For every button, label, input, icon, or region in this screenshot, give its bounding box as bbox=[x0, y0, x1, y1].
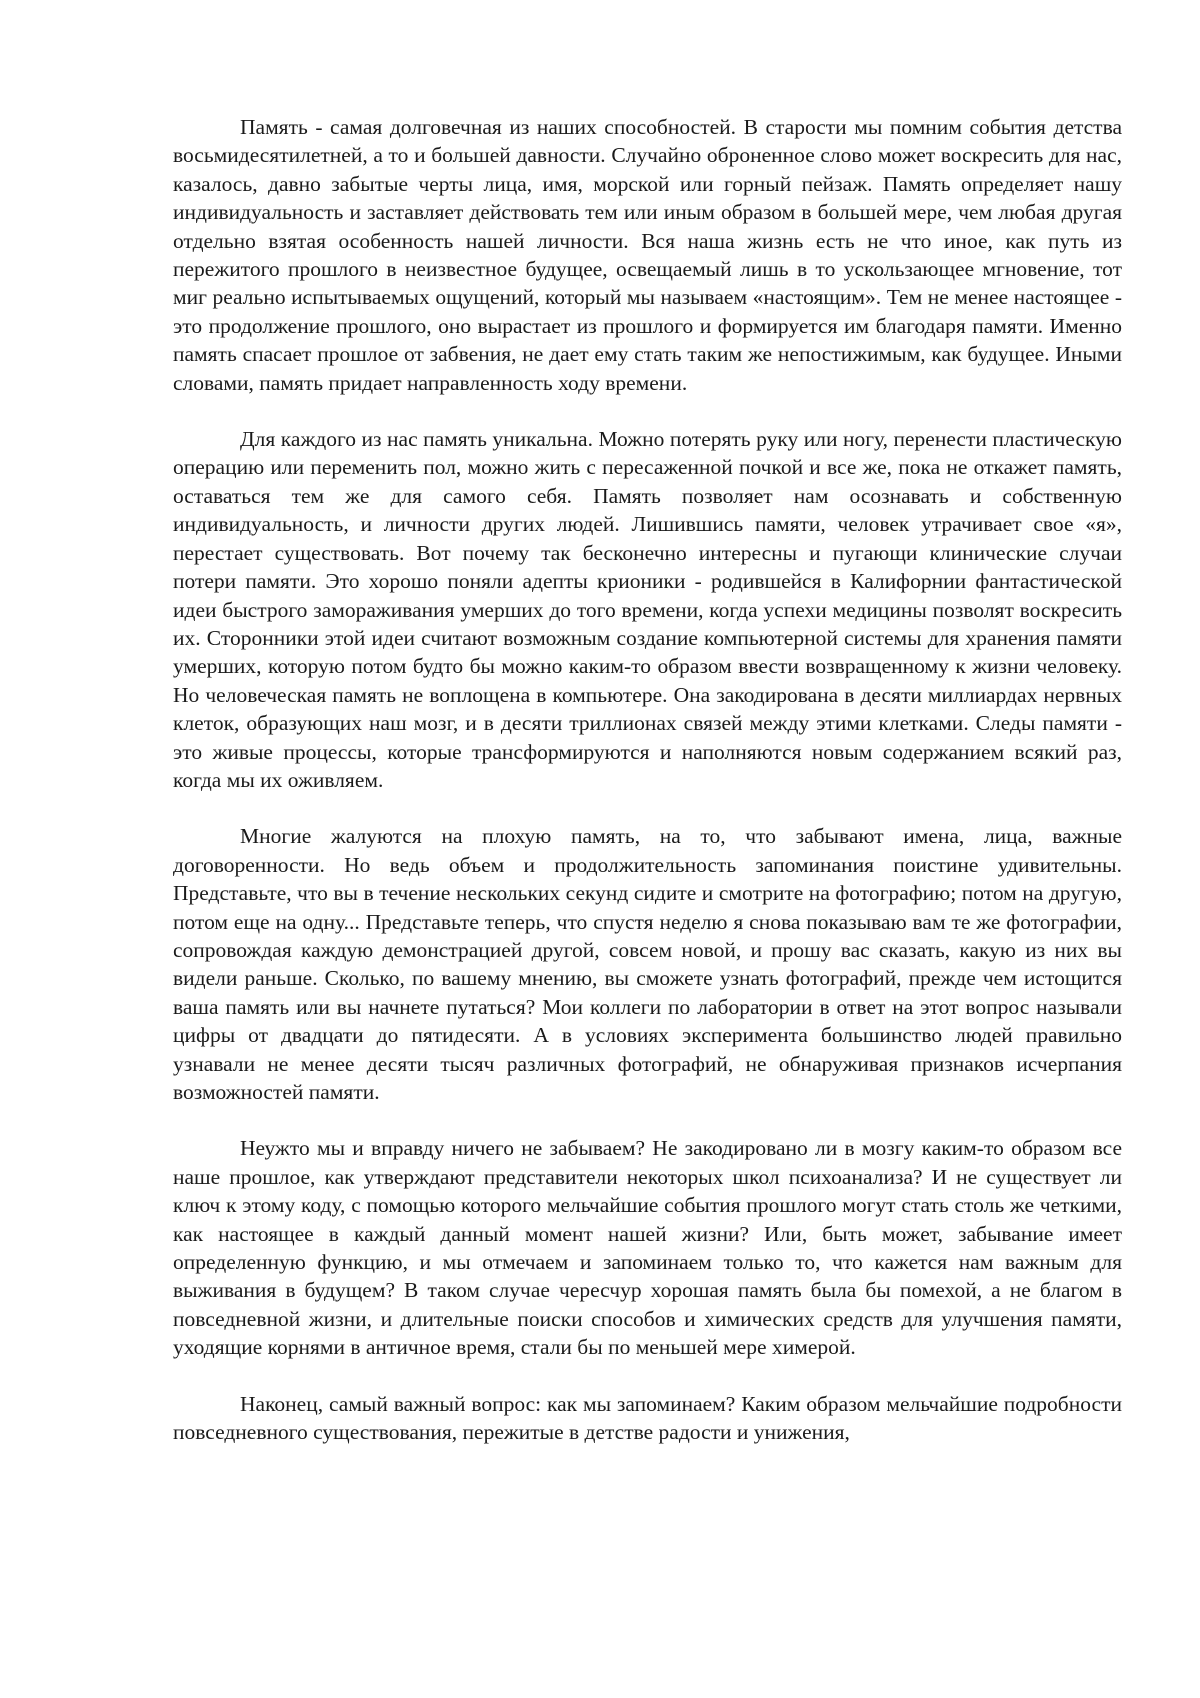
paragraph-memory-capacity: Многие жалуются на плохую память, на то, что забывают имена, лица, важные договоренности. Но ведь объем и продолжительность запоминания поистине удивительны. Представьте, что вы в течение нескольких секунд сидите и смотрите на фотографию; потом на другую, потом еще на одну... Представьте теперь, что спустя неделю я снова показываю вам те же фотографии, сопровождая каждую демонстрацией другой, совсем новой, и прошу вас сказать, какую из них вы видели раньше. Сколько, по вашему мнению, вы сможете узнать фотографий, прежде чем истощится ваша память или вы начнете путаться? Мои коллеги по лаборатории в ответ на этот вопрос называли цифры от двадцати до пятидесяти. А в условиях эксперимента большинство людей правильно узнавали не менее десяти тысяч различных фотографий, не обнаруживая признаков исчерпания возможностей памяти. bbox=[173, 824, 1122, 1104]
paragraph-memory-durability: Память - самая долговечная из наших способностей. В старости мы помним события детства восьмидесятилетней, а то и большей давности. Случайно оброненное слово может воскресить для нас, казалось, давно забытые черты лица, имя, морской или горный пейзаж. Память определяет нашу индивидуальность и заставляет действовать тем или иным образом в большей мере, чем любая другая отдельно взятая особенность нашей личности. Вся наша жизнь есть не что иное, как путь из пережитого прошлого в неизвестное будущее, освещаемый лишь в то ускользающее мгновение, тот миг реально испытываемых ощущений, который мы называем «настоящим». Тем не менее настоящее - это продолжение прошлого, оно вырастает из прошлого и формируется им благодаря памяти. Именно память спасает прошлое от забвения, не дает ему стать таким же непостижимым, как будущее. Иными словами, память придает направленность ходу времени. bbox=[173, 115, 1122, 395]
document-page bbox=[173, 113, 1122, 1446]
paragraph-how-we-remember: Наконец, самый важный вопрос: как мы запоминаем? Каким образом мельчайшие подробности повседневного существования, пережитые в детстве радости и унижения, bbox=[173, 1391, 1122, 1445]
paragraph-memory-uniqueness: Для каждого из нас память уникальна. Можно потерять руку или ногу, перенести пластическую операцию или переменить пол, можно жить с пересаженной почкой и все же, пока не откажет память, оставаться тем же для самого себя. Память позволяет нам осознавать и собственную индивидуальность, и личности других людей. Лишившись памяти, человек утрачивает свое «я», перестает существовать. Вот почему так бесконечно интересны и пугающи клинические случаи потери памяти. Это хорошо поняли адепты крионики - родившейся в Калифорнии фантастической идеи быстрого замораживания умерших до того времени, когда успехи медицины позволят воскресить их. Сторонники этой идеи считают возможным создание компьютерной системы для хранения памяти умерших, которую потом будто бы можно каким-то образом ввести возвращенному к жизни человеку. Но человеческая память не воплощена в компьютере. Она закодирована в десяти миллиардах нервных клеток, образующих наш мозг, и в десяти триллионах связей между этими клетками. Следы памяти - это живые процессы, которые трансформируются и наполняются новым содержанием всякий раз, когда мы их оживляем. bbox=[173, 427, 1122, 792]
paragraph-forgetting: Неужто мы и вправду ничего не забываем? Не закодировано ли в мозгу каким-то образом все наше прошлое, как утверждают представители некоторых школ психоанализа? И не существует ли ключ к этому коду, с помощью которого мельчайшие события прошлого могут стать столь же четкими, как настоящее в каждый данный момент нашей жизни? Или, быть может, забывание имеет определенную функцию, и мы отмечаем и запоминаем только то, что кажется нам важным для выживания в будущем? В таком случае чересчур хорошая память была бы помехой, а не благом в повседневной жизни, и длительные поиски способов и химических средств для улучшения памяти, уходящие корнями в античное время, стали бы по меньшей мере химерой. bbox=[173, 1136, 1122, 1360]
